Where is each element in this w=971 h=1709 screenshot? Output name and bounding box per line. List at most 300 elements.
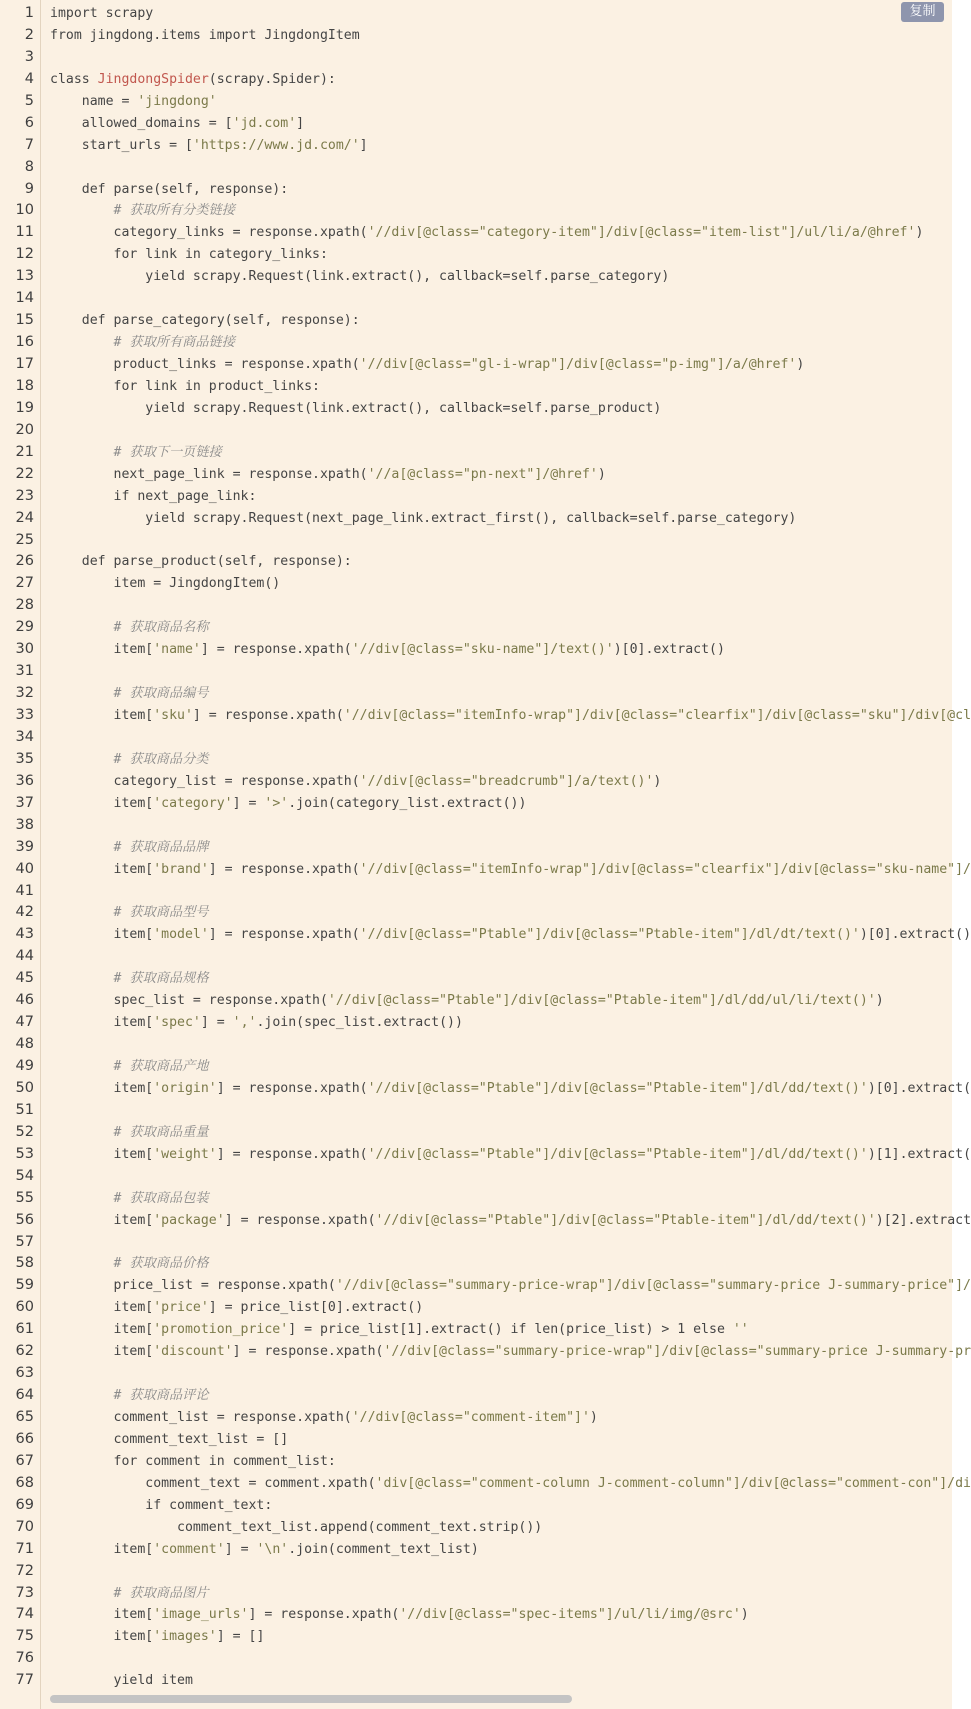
line-number: 32 <box>15 685 34 702</box>
code-comment: # 获取商品型号 <box>50 905 209 921</box>
code-token: ] = price_list[0].extract() <box>208 1300 424 1316</box>
code-comment: # 获取所有商品链接 <box>50 335 235 351</box>
code-text <box>50 1583 209 1605</box>
code-token: ) <box>740 1607 749 1623</box>
code-string: 'images' <box>153 1629 217 1645</box>
code-text <box>50 464 606 486</box>
line-number: 15 <box>15 312 34 329</box>
code-string: '//div[@class="Ptable"]/div[@class="Ptable-item"]/dl/dt/text()' <box>359 927 860 943</box>
code-line <box>0 1253 952 1275</box>
code-text <box>50 1210 971 1232</box>
line-number: 14 <box>15 290 34 307</box>
code-token: from jingdong.items import JingdongItem <box>50 27 360 43</box>
code-line <box>0 1078 971 1100</box>
line-number: 33 <box>15 707 34 723</box>
code-string: 'origin' <box>153 1080 217 1096</box>
line-number: 28 <box>15 597 34 614</box>
line-number: 18 <box>15 377 34 394</box>
code-token: product_links = response.xpath( <box>50 357 360 372</box>
code-line <box>0 771 952 793</box>
code-line <box>0 442 952 464</box>
code-token: ] = response.xpath( <box>216 1080 368 1096</box>
code-text <box>50 1517 542 1539</box>
code-line <box>0 705 971 727</box>
code-line <box>0 200 952 222</box>
line-number: 54 <box>15 1167 34 1184</box>
line-number: 19 <box>15 399 34 416</box>
line-number: 9 <box>24 180 34 197</box>
line-number: 57 <box>15 1233 34 1250</box>
code-line <box>0 1297 952 1319</box>
code-line <box>0 1210 971 1232</box>
code-token: comment_text = comment.xpath( <box>50 1475 376 1491</box>
code-string: 'jingdong' <box>137 93 217 109</box>
code-text <box>50 902 209 924</box>
code-line <box>0 595 952 617</box>
code-line <box>0 157 952 179</box>
code-line <box>0 530 952 552</box>
code-token: ] = response.xpath( <box>200 642 352 658</box>
code-token: class <box>50 71 98 87</box>
code-line <box>0 1100 952 1122</box>
code-line <box>0 1407 952 1429</box>
code-text <box>50 1078 971 1100</box>
code-string: 'comment' <box>153 1541 225 1557</box>
code-line <box>0 420 952 442</box>
line-number: 77 <box>15 1672 34 1689</box>
code-token: )[0].extract() <box>859 927 971 943</box>
code-text <box>50 1451 336 1473</box>
code-token: start_urls = [ <box>50 137 193 153</box>
code-line <box>0 398 952 420</box>
code-text <box>50 1407 598 1429</box>
code-line <box>0 1561 952 1583</box>
code-string: '//div[@class="Ptable"]/div[@class="Ptable-item"]/dl/dd/ul/li/text()' <box>327 993 876 1009</box>
code-token: def parse(self, response): <box>50 181 289 197</box>
code-line <box>0 1341 971 1363</box>
line-number: 75 <box>15 1628 34 1645</box>
code-comment: # 获取下一页链接 <box>50 444 222 460</box>
code-token: price_list = response.xpath( <box>50 1278 336 1294</box>
code-token: comment_text_list = [] <box>50 1431 289 1447</box>
code-token: item = JingdongItem() <box>50 576 281 592</box>
code-line <box>0 902 952 924</box>
code-token: for link in category_links: <box>50 247 328 263</box>
code-token: item[ <box>50 1080 154 1096</box>
code-comment: # 获取商品品牌 <box>50 839 209 855</box>
line-number: 76 <box>15 1650 34 1667</box>
code-token: item[ <box>50 927 154 943</box>
line-number: 12 <box>15 246 34 263</box>
line-number: 66 <box>15 1430 34 1447</box>
code-string: 'sku' <box>153 708 193 723</box>
line-number: 44 <box>15 948 34 965</box>
code-line <box>0 1188 952 1210</box>
code-line <box>0 924 971 946</box>
code-token: ] = response.xpath( <box>208 927 360 943</box>
code-text <box>50 1539 479 1561</box>
code-class-name: JingdongSpider <box>97 71 209 87</box>
code-line <box>0 508 952 530</box>
code-text <box>50 1253 209 1275</box>
line-number: 73 <box>15 1584 34 1601</box>
code-line <box>0 1122 952 1144</box>
code-text <box>50 113 304 135</box>
code-line <box>0 1648 952 1670</box>
line-number: 5 <box>24 92 34 109</box>
code-token: ) <box>653 773 662 789</box>
code-line <box>0 815 952 837</box>
code-comment: # 获取商品图片 <box>50 1585 209 1601</box>
line-number: 3 <box>24 48 34 65</box>
code-token: if next_page_link: <box>50 488 257 504</box>
line-number: 70 <box>15 1518 34 1535</box>
code-token: )[1].extract( <box>867 1146 971 1162</box>
line-number: 52 <box>15 1123 34 1140</box>
code-token: ] = response.xpath( <box>208 861 360 877</box>
line-number: 23 <box>15 487 34 504</box>
line-number: 58 <box>15 1255 34 1272</box>
code-string: 'brand' <box>153 861 209 877</box>
line-number: 26 <box>15 553 34 570</box>
code-string: 'name' <box>153 642 201 658</box>
code-comment: # 获取商品重量 <box>50 1124 209 1140</box>
code-string: '//div[@class="comment-item"]' <box>351 1410 590 1425</box>
code-token: yield scrapy.Request(link.extract(), callback=self.parse_category) <box>50 269 670 285</box>
code-string: '//div[@class="summary-price-wrap"]/div[@class="summary-price J-summary-price"]/ <box>335 1278 971 1294</box>
code-string: 'https://www.jd.com/' <box>192 137 360 153</box>
code-token: item[ <box>50 1212 154 1228</box>
code-lines <box>0 3 971 1692</box>
code-token: ] = response.xpath( <box>232 1344 384 1360</box>
code-token: spec_list = response.xpath( <box>50 993 328 1009</box>
line-number: 53 <box>15 1145 34 1162</box>
code-line <box>0 266 952 288</box>
code-line <box>0 749 952 771</box>
line-number: 35 <box>15 750 34 767</box>
code-line <box>0 551 952 573</box>
code-token: yield scrapy.Request(link.extract(), callback=self.parse_product) <box>50 400 662 416</box>
line-number: 10 <box>15 202 34 219</box>
code-token: item[ <box>50 1541 154 1557</box>
code-text <box>50 3 153 25</box>
code-token: ) <box>597 466 606 482</box>
code-line <box>0 222 952 244</box>
line-number: 46 <box>15 992 34 1009</box>
code-line <box>0 1319 952 1341</box>
line-number: 64 <box>15 1387 34 1404</box>
code-text <box>50 617 209 639</box>
code-comment: # 获取商品分类 <box>50 751 209 767</box>
code-text <box>50 1473 971 1495</box>
line-number: 6 <box>24 114 34 131</box>
code-line <box>0 1232 952 1254</box>
line-number: 13 <box>15 268 34 285</box>
code-line <box>0 683 952 705</box>
code-token: )[0].extract() <box>613 642 725 658</box>
code-token: comment_list = response.xpath( <box>50 1410 352 1425</box>
code-line <box>0 793 952 815</box>
code-string: ',' <box>232 1015 257 1031</box>
line-number: 74 <box>15 1606 34 1623</box>
code-string: 'package' <box>153 1212 225 1228</box>
code-token: ) <box>915 225 924 241</box>
code-token: yield scrapy.Request(next_page_link.extract_first(), callback=self.parse_category) <box>50 510 797 526</box>
code-string: '//div[@class="Ptable"]/div[@class="Ptable-item"]/dl/dd/text()' <box>367 1146 868 1162</box>
line-number: 27 <box>15 575 34 592</box>
line-number: 39 <box>15 838 34 855</box>
line-number: 55 <box>15 1189 34 1206</box>
line-number: 72 <box>15 1562 34 1579</box>
code-line <box>0 1473 971 1495</box>
line-number: 49 <box>15 1058 34 1074</box>
code-text <box>50 1144 971 1166</box>
line-number: 56 <box>15 1211 34 1228</box>
code-token: ] = [] <box>216 1629 265 1645</box>
line-number: 41 <box>15 882 34 899</box>
code-comment: # 获取所有分类链接 <box>50 203 235 219</box>
line-number: 16 <box>15 334 34 351</box>
code-string: 'image_urls' <box>153 1607 249 1623</box>
code-line <box>0 113 952 135</box>
code-line <box>0 617 952 639</box>
code-line <box>0 47 952 69</box>
line-number: 61 <box>15 1321 34 1338</box>
code-line <box>0 1034 952 1056</box>
line-number: 21 <box>15 443 34 460</box>
code-text <box>50 639 725 661</box>
code-line <box>0 376 952 398</box>
code-token: ) <box>589 1410 598 1425</box>
code-line <box>0 25 952 47</box>
code-text <box>50 332 235 354</box>
horizontal-scrollbar[interactable] <box>50 1695 572 1703</box>
code-string: '//div[@class="gl-i-wrap"]/div[@class="p-img"]/a/@href' <box>359 357 797 372</box>
code-comment: # 获取商品产地 <box>50 1059 209 1074</box>
code-text <box>50 705 971 727</box>
code-token: ] = response.xpath( <box>248 1607 400 1623</box>
line-number: 47 <box>15 1014 34 1031</box>
line-number: 37 <box>15 794 34 811</box>
code-string: '//div[@class="Ptable"]/div[@class="Ptable-item"]/dl/dd/text()' <box>367 1080 868 1096</box>
code-token: ) <box>875 993 884 1009</box>
line-number: 17 <box>15 356 34 372</box>
code-text <box>50 91 217 113</box>
code-string: 'div[@class="comment-column J-comment-column"]/div[@class="comment-con"]/di <box>375 1475 971 1491</box>
code-line <box>0 1604 952 1626</box>
code-line <box>0 1539 952 1561</box>
code-text <box>50 442 222 464</box>
code-text <box>50 398 661 420</box>
code-token: item[ <box>50 642 154 658</box>
code-token: import scrapy <box>50 6 154 21</box>
code-line <box>0 639 952 661</box>
code-line <box>0 332 952 354</box>
code-text <box>50 771 661 793</box>
code-token: ) <box>796 357 805 372</box>
code-text <box>50 683 209 705</box>
code-token: ] = price_list[1].extract() if len(price_list) > 1 else <box>288 1322 733 1338</box>
code-token: item[ <box>50 1607 154 1623</box>
code-text <box>50 1385 209 1407</box>
code-line <box>0 1363 952 1385</box>
code-token: item[ <box>50 1146 154 1162</box>
code-token: item[ <box>50 795 154 811</box>
code-token: .join(category_list.extract()) <box>288 795 527 811</box>
line-number: 24 <box>15 509 34 526</box>
code-line <box>0 244 952 266</box>
code-line <box>0 727 952 749</box>
code-comment: # 获取商品编号 <box>50 686 209 702</box>
code-line <box>0 881 952 903</box>
line-number: 20 <box>15 421 34 438</box>
code-text <box>50 837 209 859</box>
code-token: category_list = response.xpath( <box>50 773 360 789</box>
code-token: for comment in comment_list: <box>50 1453 336 1469</box>
code-token: item[ <box>50 1344 154 1360</box>
code-text <box>50 25 360 47</box>
code-token: )[0].extract( <box>867 1080 971 1096</box>
code-token: name = <box>50 93 138 109</box>
code-text <box>50 551 352 573</box>
code-text <box>50 1341 971 1363</box>
line-number: 51 <box>15 1101 34 1118</box>
code-line <box>0 486 952 508</box>
line-number: 4 <box>24 70 34 87</box>
code-line <box>0 91 952 113</box>
code-text <box>50 244 328 266</box>
code-text <box>50 508 796 530</box>
code-comment: # 获取商品名称 <box>50 620 209 636</box>
code-line <box>0 1056 952 1078</box>
code-token: item[ <box>50 1322 154 1338</box>
line-number: 11 <box>15 224 34 241</box>
code-text <box>50 486 256 508</box>
code-string: '//div[@class="itemInfo-wrap"]/div[@class="clearfix"]/div[@class="sku-name"]/ <box>359 861 971 877</box>
code-text <box>50 1604 749 1626</box>
code-token: item[ <box>50 708 154 723</box>
line-number: 36 <box>15 772 34 789</box>
code-text <box>50 310 360 332</box>
code-string: '>' <box>264 795 289 811</box>
code-token: ] = response.xpath( <box>192 708 344 723</box>
code-text <box>50 793 526 815</box>
code-token: ] <box>359 137 368 153</box>
code-text <box>50 1275 971 1297</box>
code-string: 'promotion_price' <box>153 1322 289 1338</box>
code-string: '//div[@class="itemInfo-wrap"]/div[@class="clearfix"]/div[@class="sku"]/div[@cl <box>343 708 971 723</box>
code-text <box>50 573 280 595</box>
code-text <box>50 1056 209 1078</box>
code-string: '//div[@class="sku-name"]/text()' <box>351 642 614 658</box>
code-line <box>0 69 952 91</box>
code-line <box>0 573 952 595</box>
line-number: 63 <box>15 1365 34 1382</box>
code-string: 'spec' <box>153 1015 201 1031</box>
line-number: 40 <box>15 860 34 877</box>
code-text <box>50 1626 264 1648</box>
code-string: 'weight' <box>153 1146 217 1162</box>
code-text <box>50 1122 209 1144</box>
code-line <box>0 968 952 990</box>
code-token: comment_text_list.append(comment_text.strip()) <box>50 1519 543 1535</box>
code-text <box>50 266 669 288</box>
code-line <box>0 1451 952 1473</box>
line-number: 68 <box>15 1474 34 1491</box>
code-token: category_links = response.xpath( <box>50 225 368 241</box>
code-text <box>50 1319 749 1341</box>
code-comment: # 获取商品规格 <box>50 971 209 987</box>
code-token: ] = response.xpath( <box>224 1212 376 1228</box>
code-string: '//div[@class="breadcrumb"]/a/text()' <box>359 773 654 789</box>
code-text <box>50 749 209 771</box>
code-text <box>50 1297 423 1319</box>
copy-button[interactable]: 复制 <box>901 2 944 22</box>
code-line <box>0 837 952 859</box>
code-text <box>50 1495 272 1517</box>
code-line <box>0 1670 952 1692</box>
line-number: 7 <box>24 136 34 153</box>
code-text <box>50 135 368 157</box>
code-token: item[ <box>50 1300 154 1316</box>
code-string: 'discount' <box>153 1344 233 1360</box>
line-number: 42 <box>15 904 34 921</box>
code-token: (scrapy.Spider): <box>208 71 336 87</box>
code-text <box>50 354 804 376</box>
line-number: 62 <box>15 1343 34 1360</box>
line-number: 25 <box>15 531 34 548</box>
code-text <box>50 968 209 990</box>
code-string: 'category' <box>153 795 233 811</box>
code-token: .join(spec_list.extract()) <box>256 1015 463 1031</box>
line-number: 34 <box>15 728 34 745</box>
code-token: allowed_domains = [ <box>50 115 233 131</box>
code-string: 'model' <box>153 927 209 943</box>
code-text <box>50 376 320 398</box>
line-number: 38 <box>15 816 34 833</box>
code-comment: # 获取商品包装 <box>50 1190 209 1206</box>
code-line <box>0 1583 952 1605</box>
code-token: ] <box>296 115 305 131</box>
code-string: '//div[@class="Ptable"]/div[@class="Ptable-item"]/dl/dd/text()' <box>375 1212 876 1228</box>
code-string: '//div[@class="category-item"]/div[@class="item-list"]/ul/li/a/@href' <box>367 225 916 241</box>
code-text <box>50 1429 288 1451</box>
line-number: 48 <box>15 1036 34 1053</box>
code-token: def parse_product(self, response): <box>50 554 352 570</box>
code-line <box>0 1429 952 1451</box>
code-text <box>50 222 923 244</box>
code-token: next_page_link = response.xpath( <box>50 466 368 482</box>
code-line <box>0 310 952 332</box>
line-number: 31 <box>15 663 34 680</box>
code-line <box>0 1495 952 1517</box>
line-number: 50 <box>15 1079 34 1096</box>
code-text <box>50 200 235 222</box>
line-number: 60 <box>15 1299 34 1316</box>
line-number: 45 <box>15 970 34 987</box>
code-text <box>50 179 288 201</box>
code-line <box>0 990 952 1012</box>
code-line <box>0 1385 952 1407</box>
code-text <box>50 1012 463 1034</box>
code-line <box>0 135 952 157</box>
code-token: ] = <box>200 1015 233 1031</box>
code-token: ] = <box>232 795 265 811</box>
code-line <box>0 288 952 310</box>
code-line <box>0 1626 952 1648</box>
code-token: ] = response.xpath( <box>216 1146 368 1162</box>
code-line <box>0 1517 952 1539</box>
